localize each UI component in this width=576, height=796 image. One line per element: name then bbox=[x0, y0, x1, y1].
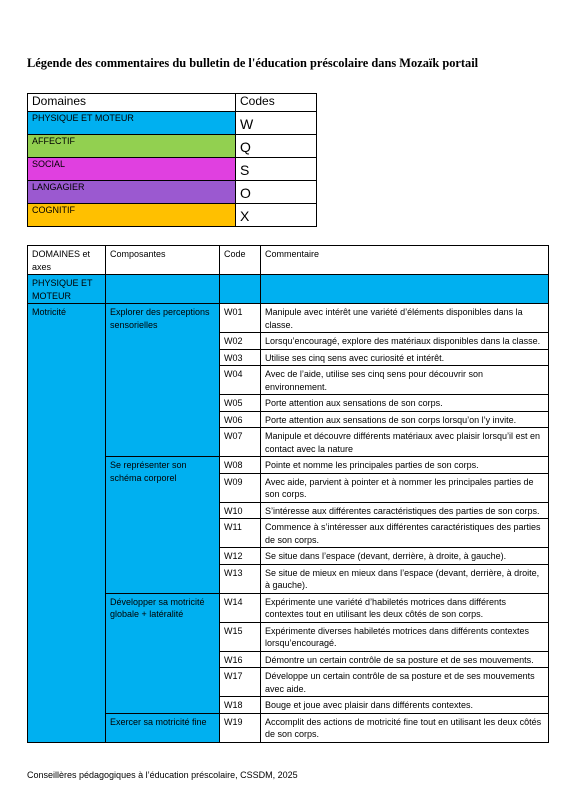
comment-cell: Bouge et joue avec plaisir dans différents contextes. bbox=[261, 697, 549, 714]
comment-cell: Porte attention aux sensations de son corps. bbox=[261, 395, 549, 412]
code-cell: W01 bbox=[220, 304, 261, 333]
code-cell: W08 bbox=[220, 457, 261, 474]
comment-cell: Avec de l’aide, utilise ses cinq sens pour découvrir son environnement. bbox=[261, 366, 549, 395]
header-comment: Commentaire bbox=[261, 246, 549, 275]
footer: Conseillères pédagogiques à l’éducation préscolaire, CSSDM, 2025 bbox=[27, 770, 298, 780]
code-cell: W12 bbox=[220, 548, 261, 565]
code-cell: W05 bbox=[220, 395, 261, 412]
domain-row-label: PHYSIQUE ET MOTEUR bbox=[28, 275, 106, 304]
page-title: Légende des commentaires du bulletin de l'éducation préscolaire dans Mozaïk portail bbox=[27, 56, 479, 70]
legend-domain: COGNITIF bbox=[28, 204, 236, 227]
domain-row-empty bbox=[261, 275, 549, 304]
header-code: Code bbox=[220, 246, 261, 275]
legend-header-domains: Domaines bbox=[28, 94, 236, 112]
legend-row bbox=[28, 112, 317, 135]
code-cell: W02 bbox=[220, 333, 261, 350]
comment-cell: Se situe dans l’espace (devant, derrière, à droite, à gauche). bbox=[261, 548, 549, 565]
table-row bbox=[28, 713, 549, 742]
header-components: Composantes bbox=[106, 246, 220, 275]
comment-cell: Démontre un certain contrôle de sa posture et de ses mouvements. bbox=[261, 651, 549, 668]
legend-code: X bbox=[236, 204, 317, 227]
comment-cell: Utilise ses cinq sens avec curiosité et intérêt. bbox=[261, 349, 549, 366]
code-cell: W13 bbox=[220, 564, 261, 593]
code-cell: W18 bbox=[220, 697, 261, 714]
legend-code: Q bbox=[236, 135, 317, 158]
comment-cell: S’intéresse aux différentes caractéristiques des parties de son corps. bbox=[261, 502, 549, 519]
code-cell: W11 bbox=[220, 519, 261, 548]
code-cell: W14 bbox=[220, 593, 261, 622]
header-domains: DOMAINES et axes bbox=[28, 246, 106, 275]
domain-row-empty bbox=[106, 275, 220, 304]
comment-cell: Manipule avec intérêt une variété d’éléments disponibles dans la classe. bbox=[261, 304, 549, 333]
legend-code: S bbox=[236, 158, 317, 181]
component-cell: Exercer sa motricité fine bbox=[106, 713, 220, 742]
table-row bbox=[28, 593, 549, 622]
comment-cell: Porte attention aux sensations de son corps lorsqu’on l’y invite. bbox=[261, 411, 549, 428]
component-cell: Développer sa motricité globale + latéralité bbox=[106, 593, 220, 713]
legend-header-codes: Codes bbox=[236, 94, 317, 112]
code-cell: W06 bbox=[220, 411, 261, 428]
code-cell: W07 bbox=[220, 428, 261, 457]
code-cell: W04 bbox=[220, 366, 261, 395]
code-cell: W03 bbox=[220, 349, 261, 366]
comments-table bbox=[27, 245, 549, 743]
code-cell: W16 bbox=[220, 651, 261, 668]
comment-cell: Avec aide, parvient à pointer et à nommer les principales parties de son corps. bbox=[261, 473, 549, 502]
comment-cell: Pointe et nomme les principales parties de son corps. bbox=[261, 457, 549, 474]
component-cell: Se représenter son schéma corporel bbox=[106, 457, 220, 594]
comment-cell: Commence à s’intéresser aux différentes caractéristiques des parties de son corps. bbox=[261, 519, 549, 548]
component-cell: Explorer des perceptions sensorielles bbox=[106, 304, 220, 457]
comment-cell: Se situe de mieux en mieux dans l’espace (devant, derrière, à droite, à gauche). bbox=[261, 564, 549, 593]
legend-row bbox=[28, 204, 317, 227]
code-cell: W09 bbox=[220, 473, 261, 502]
comment-cell: Accomplit des actions de motricité fine tout en utilisant les deux côtés de son corps. bbox=[261, 713, 549, 742]
legend-table bbox=[27, 93, 317, 227]
axis-cell: Motricité bbox=[28, 304, 106, 743]
legend-code: W bbox=[236, 112, 317, 135]
domain-row-empty bbox=[220, 275, 261, 304]
code-cell: W15 bbox=[220, 622, 261, 651]
comment-cell: Expérimente diverses habiletés motrices dans différents contextes lorsqu’encouragé. bbox=[261, 622, 549, 651]
table-row bbox=[28, 304, 549, 333]
legend-row bbox=[28, 181, 317, 204]
legend-code: O bbox=[236, 181, 317, 204]
legend-domain: LANGAGIER bbox=[28, 181, 236, 204]
legend-row bbox=[28, 158, 317, 181]
legend-domain: PHYSIQUE ET MOTEUR bbox=[28, 112, 236, 135]
legend-domain: SOCIAL bbox=[28, 158, 236, 181]
comment-cell: Expérimente une variété d’habiletés motrices dans différents contextes tout en utilisant les deux côtés de son corps. bbox=[261, 593, 549, 622]
legend-row bbox=[28, 135, 317, 158]
code-cell: W19 bbox=[220, 713, 261, 742]
comment-cell: Développe un certain contrôle de sa posture et de ses mouvements avec aide. bbox=[261, 668, 549, 697]
comment-cell: Lorsqu’encouragé, explore des matériaux disponibles dans la classe. bbox=[261, 333, 549, 350]
legend-domain: AFFECTIF bbox=[28, 135, 236, 158]
code-cell: W10 bbox=[220, 502, 261, 519]
code-cell: W17 bbox=[220, 668, 261, 697]
table-row bbox=[28, 457, 549, 474]
comment-cell: Manipule et découvre différents matériaux avec plaisir lorsqu’il est en contact avec la nature bbox=[261, 428, 549, 457]
